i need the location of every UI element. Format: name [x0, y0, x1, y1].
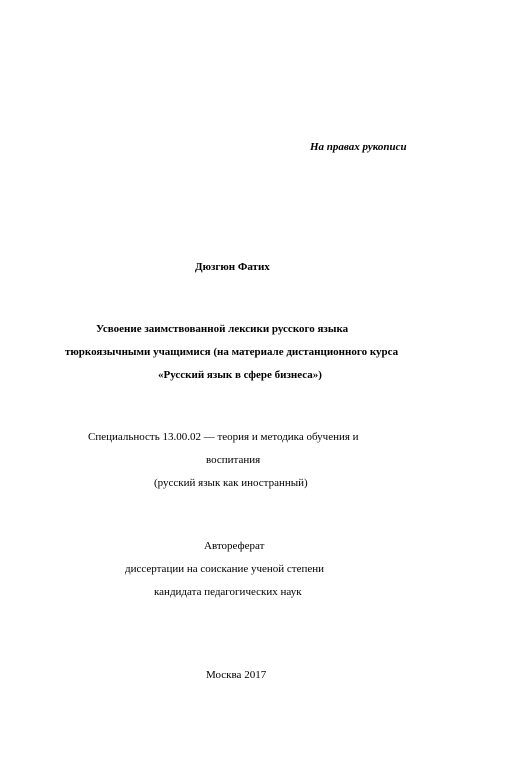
abstract-label: Автореферат — [204, 540, 265, 552]
manuscript-note: На правах рукописи — [310, 141, 407, 153]
author-name: Дюзгюн Фатих — [195, 261, 270, 273]
specialty-line-2: воспитания — [206, 454, 261, 466]
dissertation-title-line-3: «Русский язык в сфере бизнеса») — [158, 369, 322, 381]
specialty-line-1: Специальность 13.00.02 — теория и методика обучения и — [88, 431, 359, 443]
specialty-line-3: (русский язык как иностранный) — [154, 477, 308, 489]
degree-line: диссертации на соискание ученой степени — [125, 563, 325, 575]
dissertation-title-line-2: тюркоязычными учащимися (на материале дистанционного курса — [65, 346, 399, 358]
degree-field-line: кандидата педагогических наук — [154, 586, 302, 598]
dissertation-title-line-1: Усвоение заимствованной лексики русского языка — [96, 323, 349, 335]
city-year: Москва 2017 — [206, 669, 267, 681]
